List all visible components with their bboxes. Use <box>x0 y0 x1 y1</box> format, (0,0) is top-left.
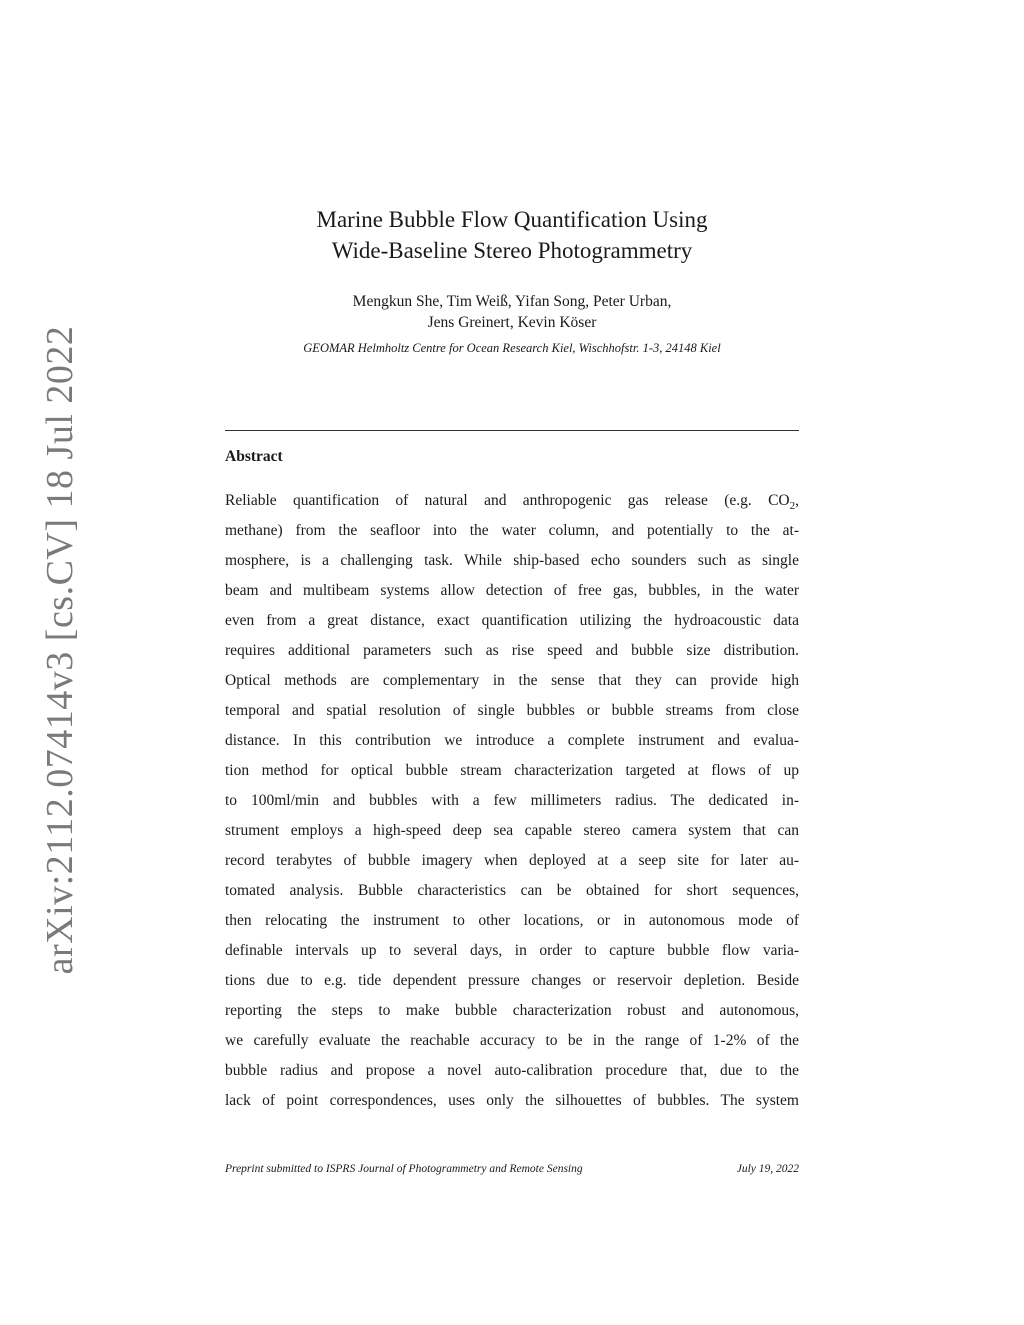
abstract-line: then relocating the instrument to other locations, or in autonomous mode of <box>225 912 799 929</box>
footer-date: July 19, 2022 <box>736 1163 799 1175</box>
title-line-1: Marine Bubble Flow Quantification Using <box>316 207 708 232</box>
abstract-divider <box>225 430 799 431</box>
author-list <box>224 291 800 333</box>
arxiv-identifier: arXiv:2112.07414v3 [cs.CV] 18 Jul 2022 <box>39 325 81 975</box>
abstract-line: Optical methods are complementary in the sense that they can provide high <box>225 672 799 689</box>
abstract-line: record terabytes of bubble imagery when deployed at a seep site for later au- <box>225 852 799 869</box>
abstract-line: definable intervals up to several days, in order to capture bubble flow varia- <box>225 942 799 959</box>
abstract-line: requires additional parameters such as rise speed and bubble size distribution. <box>225 642 799 659</box>
affiliation: GEOMAR Helmholtz Centre for Ocean Research Kiel, Wischhofstr. 1-3, 24148 Kiel <box>303 341 721 355</box>
abstract-line-1-text: Reliable quantification of natural and anthropogenic gas release (e.g. CO <box>225 492 790 509</box>
abstract-line: bubble radius and propose a novel auto-calibration procedure that, due to the <box>225 1062 799 1079</box>
footer-journal: Preprint submitted to ISPRS Journal of Photogrammetry and Remote Sensing <box>225 1163 583 1175</box>
abstract-line <box>225 486 799 516</box>
arxiv-sidebar-stamp <box>0 0 81 975</box>
co2-subscript: 2 <box>789 500 796 513</box>
abstract-line: methane) from the seafloor into the water column, and potentially to the at- <box>225 522 799 539</box>
authors-line-1: Mengkun She, Tim Weiß, Yifan Song, Peter Urban, <box>352 293 672 310</box>
abstract-line: mosphere, is a challenging task. While ship-based echo sounders such as single <box>225 552 799 569</box>
abstract-line: strument employs a high-speed deep sea capable stereo camera system that can <box>225 822 799 839</box>
abstract-line: tomated analysis. Bubble characteristics can be obtained for short sequences, <box>225 882 799 899</box>
abstract-line: we carefully evaluate the reachable accuracy to be in the range of 1-2% of the <box>225 1032 799 1049</box>
abstract-line-1-end: , <box>795 492 799 509</box>
authors-line-2: Jens Greinert, Kevin Köser <box>427 314 597 331</box>
abstract-line: tions due to e.g. tide dependent pressure changes or reservoir depletion. Beside <box>225 972 799 989</box>
abstract-line: beam and multibeam systems allow detection of free gas, bubbles, in the water <box>225 582 799 599</box>
abstract-body <box>225 486 799 1116</box>
abstract-line: temporal and spatial resolution of single bubbles or bubble streams from close <box>225 702 799 719</box>
preprint-footer <box>225 1163 799 1175</box>
abstract-line: distance. In this contribution we introduce a complete instrument and evalua- <box>225 732 799 749</box>
abstract-line: to 100ml/min and bubbles with a few millimeters radius. The dedicated in- <box>225 792 799 809</box>
abstract-line: even from a great distance, exact quantification utilizing the hydroacoustic data <box>225 612 799 629</box>
paper-title <box>224 204 800 266</box>
abstract-line: tion method for optical bubble stream characterization targeted at flows of up <box>225 762 799 779</box>
abstract-line: lack of point correspondences, uses only the silhouettes of bubbles. The system <box>225 1092 799 1109</box>
title-line-2: Wide-Baseline Stereo Photogrammetry <box>331 238 693 263</box>
abstract-line: reporting the steps to make bubble characterization robust and autonomous, <box>225 1002 799 1019</box>
abstract-heading: Abstract <box>225 448 283 465</box>
